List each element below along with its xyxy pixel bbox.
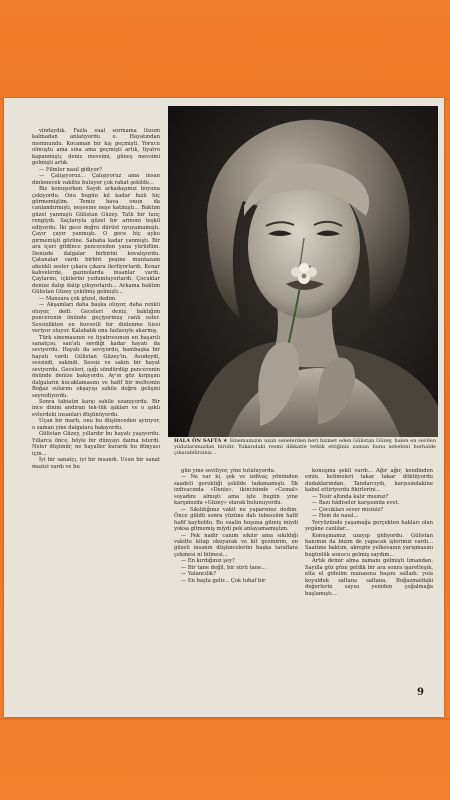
left-paragraph: — Akşamları daha başka oluyor, daha renkli oluyor, dedi. Geceleri deniz, baktığım pencerenin önünde geçiyormuş canlı esler. Sessizlikten en kuvvetli bir dinlenme hissi veriyor oluyor. Kalabalık onu fazlasıyle akarmış.: [32, 302, 160, 335]
right-paragraph: Yeryüzünde yaşamağa gerçekten hakları olan yegâne canlılar...: [305, 519, 433, 533]
caption-text: ★ Sinemamızın uzun senelerden beri hizmet eden Gülistan Güzey, halen en sevilen yıldızlarımızdan biridir. Yukarıdaki resmi dikkatle tetkik ettiğiniz zaman bunu sebebini herhalde çıkarabilirsiniz...: [174, 438, 436, 457]
right-paragraph: Konuşmamız uzayıp gidiyordu. Gülistan hanımın da bizim de yapacak işlerimiz vardı... Saatime baktım, akrepte yelkovanın yarışmasını bugünlük sonucu gelmiş saydım...: [305, 532, 433, 558]
page-number: 9: [417, 687, 424, 698]
left-paragraph: Biz konuşurken Saydi arkadaşımız boyuna çekiyordu. Onu bugün kıl kadar hızlı hiç görmemiştim. Temiz hava onun da canlandırmıştı, neşesine neşe katmıştı... Baktım güzel yanmıştı Gülistan Güzey. Tatlı bir tunç rengiydi. Saçlarıyla güzel bir armoni teşkil ediyordu. İki gece doğru dürüst uyuyamamıştı. Çayır çayır yanmıştı. O gece hiç uyku girmemişti gözüne. Sabaha kadar yanmıştı. Bir ara içeri gitdince pencereden yana yürüdüm. Denizde dalgalar birbirini kovalıyordu. Çatanalar vardı birbiri peşine muntazam ahenkli sesler çıkara çıkara ilerliyorlardı. Kenar kahvelerde, gazinolarda insanlar vardı. Çaylarını, içkilerini yudumluyorlardı. Çocuklar denize dalıp dalıp çıkıyorlardı... Arkama baktım Gülistan Güzey çekilmiş gelmişti...: [32, 186, 160, 296]
left-paragraph: Sonra tabiatın karşı sahile uzanıyordu. Bir ince dinini andıran tek-tük ışıkları ve o ışıklı evlerdeki insanları düşünüyordu.: [32, 399, 160, 418]
portrait-photo: [168, 106, 438, 437]
middle-paragraph: gün yine seviliyor, yine tutuluyordu.: [181, 468, 276, 474]
middle-paragraph: — Ne var ki, şek ve izdivaç yönünden saadeti gerektiği şekilde tadamamıştı. İlk izdivacında «Deniz», ikincisinde «Cemal» soyadını almıştı ama işte bugün yine karşımızda «Güzey» olarak bulunuyordu.: [174, 474, 298, 507]
left-paragraph: vindaydık. Fazla sual sormama lüzum kalmadan anlatıyordu o. Hayatından memnundu. Kocaman bir kış geçmişti. Yorucu olmuştu ama sına ama geçmişti artık, tiyatro kapanmıştı, deniz mevsimi, güneş mevsimi gelmişti artık.: [32, 128, 160, 167]
middle-paragraph: — En başta gelir... Çok tuhaf bir: [181, 577, 266, 584]
middle-column: [174, 468, 298, 584]
left-paragraph: — Çalışıyoruz... Çalışıyoruz ama insan dinlenecek vakitte buluyor çok rahat şekilde...: [32, 173, 160, 186]
middle-paragraph: — Sıkıldığınız vakit ne yaparsınız dedim. Önce güldü sonra yüzüne dalı tebessüm hafif hafif kayboldu. Bu sualin hoşuna gitmiş miydi yoksa gitmemiş miydi pek anlayamamıştım.: [174, 506, 298, 533]
left-paragraph: Türk sinemasının ve tiyatrosunun en başarılı sanatçısı, san'atı sevdiği kadar hayatı da seviyordu. Hayatı da seviyordu, bambaşka bir hayatı vardı Gülistan Güzey'in. Asudeydi, sessizdi, sakindi. Sessiz ve sakin bir hayat seviyordu. Geceleri, ışığı söndürdüp pencerenin önünde denize bakıyordu. Ay'ın göz kırpışını dalgaların kucaklamasını ve hafif bir meltemin Boğaz sularını okşayışı sahile doğru gelişini seyrediyordu.: [32, 334, 160, 399]
left-paragraph: — Filmler nasıl gidiyor?: [39, 166, 102, 173]
right-paragraph: — Tesir altında kalır mısınız?: [312, 493, 389, 500]
middle-paragraph: — Bir tane değil, bir sürü tane...: [181, 564, 267, 571]
left-column: [32, 128, 160, 470]
left-paragraph: İyi bir sanatçı, iyi bir insandı. Usun bir sanat mazisi vardı ve bu: [32, 457, 160, 470]
caption-heading: HALA ÖN SAFTA: [174, 438, 222, 444]
right-paragraph: konuşma şekli vardı... Ağır ağır, kendinden emin, kelimeleri takar takar döktüyordu dudaklarından. Tandarcıydı, karşısındakine kabul ettiriyordu fikirlerini...: [305, 468, 433, 494]
right-paragraph: — Bazı hâdiseler karşısında evet.: [312, 500, 400, 507]
left-paragraph: Uçan bir martı, onu bu düşünceden ayırıyor, o zaman yine dalgalara bakıyordu.: [32, 418, 160, 431]
middle-paragraph: — Pek nadir canım sıkılır ama sıkıldığı vakitte kitap okuyarak ve kit gezinirim, en güzeli insanın düşüncelerini başka taraflara çekmesi ni bilmesi...: [174, 532, 298, 558]
left-paragraph: — Manzara çok güzel, dedim.: [39, 295, 117, 302]
right-paragraph: — Hem de nasıl...: [312, 513, 359, 520]
right-paragraph: Artık demir alma zamanı gelmişti limandan. Sayılla göz göze geldik bir ara sonra işaretleşik, elta el gidelim manasına başını salladı. yola koyulduk saltana saltana. Boğazmaldaki değerlerin sayısı yeniden çoğalmağa başlamıştı...: [305, 558, 433, 597]
right-column: [305, 468, 433, 597]
left-paragraph: Gülistan Güzey, yıllardır bu hayatı yaşıyordu. Yıllarca önce, böyle bir dünyayı daima isterdi. Neler düşünür, ne hayaller kurardı bu dünyası için...: [32, 431, 160, 457]
middle-paragraph: — En kırdığınız şey?: [181, 558, 235, 565]
right-paragraph: — Çocukları sever misiniz?: [312, 506, 384, 513]
photo-caption: [174, 438, 436, 456]
middle-paragraph: — Yalancılık?: [181, 571, 216, 578]
magazine-page: [4, 98, 444, 717]
